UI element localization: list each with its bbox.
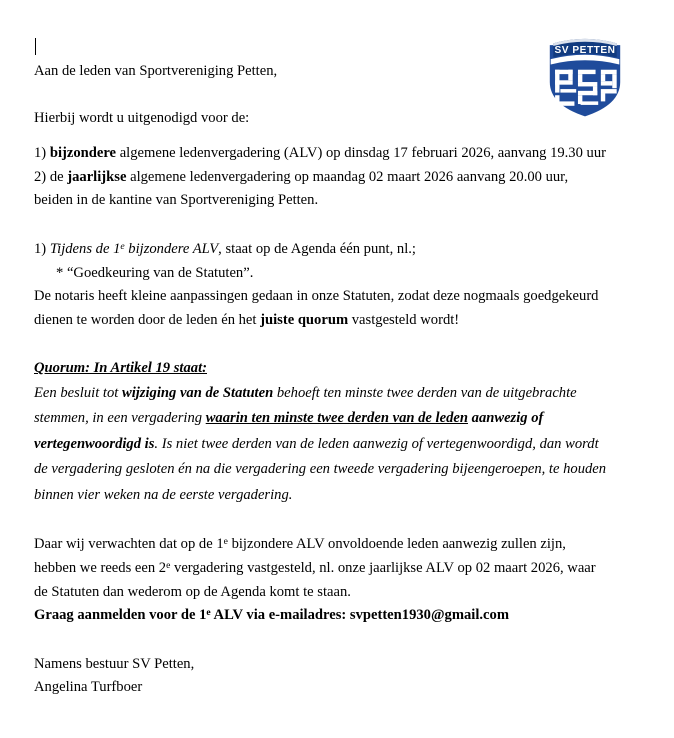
closing-line-2-superscript-e: e xyxy=(166,559,171,571)
spacer xyxy=(34,508,614,533)
invite-item-1 xyxy=(34,142,614,166)
agenda-number: 1) xyxy=(34,240,47,257)
signature-line-1: Namens bestuur SV Petten, xyxy=(34,655,195,672)
signup-a: Graag aanmelden voor de 1 xyxy=(34,607,207,624)
signup-b: ALV via e-mailadres: svpetten1930@gmail.com xyxy=(210,607,509,624)
invites-closing: beiden in de kantine van Sportvereniging Petten. xyxy=(34,192,319,209)
quorum-line-1-a: Een besluit tot xyxy=(34,384,122,401)
notary-line-2-bold: juiste quorum xyxy=(260,311,349,328)
logo-banner-text: SV PETTEN xyxy=(554,45,616,56)
agenda-line xyxy=(34,238,614,262)
agenda-rest: , staat op de Agenda één punt, nl.; xyxy=(218,240,416,257)
invite-2-number: 2) xyxy=(34,168,47,185)
closing-line-1-b: bijzondere ALV onvoldoende leden aanwezig zullen zijn, xyxy=(227,536,566,553)
invite-1-post: algemene ledenvergadering (ALV) op dinsdag 17 februari 2026, aanvang 19.30 uur xyxy=(116,145,607,162)
quorum-heading-text: Quorum: In Artikel 19 staat: xyxy=(34,360,207,377)
spacer xyxy=(34,130,614,142)
invite-2-pre: de xyxy=(46,168,68,185)
invite-1-number: 1) xyxy=(34,145,47,162)
closing-line-1-a: Daar wij verwachten dat op de 1 xyxy=(34,536,224,553)
letter-body xyxy=(34,60,614,700)
quorum-line-1 xyxy=(34,381,614,407)
signature-line-2: Angelina Turfboer xyxy=(34,679,143,696)
notary-line-2-a: dienen te worden door de leden én het xyxy=(34,311,261,328)
agenda-italic-tail: bijzondere ALV xyxy=(124,240,219,257)
quorum-line-4: de vergadering gesloten én na die vergadering een tweede vergadering bijeengeroepen, te houden xyxy=(34,461,607,478)
quorum-line-1-bold: wijziging van de Statuten xyxy=(121,384,274,401)
invite-2-post: algemene ledenvergadering op maandag 02 maart 2026 aanvang 20.00 uur, xyxy=(126,168,569,185)
closing-line-2-b: vergadering vastgesteld, nl. onze jaarlijkse ALV op 02 maart 2026, waar xyxy=(170,560,596,577)
invite-1-bold: bijzondere xyxy=(49,145,117,162)
salutation: Aan de leden van Sportvereniging Petten, xyxy=(34,63,278,79)
quorum-line-3-bold: vertegenwoordigd is xyxy=(34,435,155,452)
closing-line-2-a: hebben we reeds een 2 xyxy=(34,560,167,577)
invite-2-bold: jaarlijkse xyxy=(67,168,127,185)
agenda-italic-lead: Tijdens de 1 xyxy=(49,240,121,257)
quorum-body xyxy=(34,381,614,509)
invite-item-2 xyxy=(34,166,614,190)
quorum-line-3-a: . Is niet twee derden van de leden aanwezig of vertegenwoordigd, dan wordt xyxy=(154,435,599,452)
signup-text xyxy=(34,607,509,623)
quorum-line-2 xyxy=(34,406,614,432)
spacer xyxy=(34,84,614,107)
quorum-line-5: binnen vier weken na de eerste vergadering. xyxy=(34,486,293,503)
spacer xyxy=(34,213,614,238)
agenda-bullet: * “Goedkeuring van de Statuten”. xyxy=(56,264,254,281)
notary-line-1: De notaris heeft kleine aanpassingen gedaan in onze Statuten, zodat deze nogmaals goedgekeurd xyxy=(34,288,599,305)
quorum-line-2-bold-tail: aanwezig of xyxy=(471,410,544,427)
quorum-line-2-underlined: waarin ten minste twee derden van de leden xyxy=(205,410,468,427)
agenda-italic xyxy=(50,241,218,257)
intro-line: Hierbij wordt u uitgenodigd voor de: xyxy=(34,109,250,126)
closing-line-1 xyxy=(34,533,614,557)
text-caret xyxy=(35,38,36,55)
closing-line-3: de Statuten dan wederom op de Agenda komt te staan. xyxy=(34,583,351,600)
quorum-line-1-b: behoeft ten minste twee derden van de uitgebrachte xyxy=(273,384,577,401)
agenda-superscript-e: e xyxy=(120,240,125,252)
closing-line-2 xyxy=(34,557,614,581)
quorum-heading xyxy=(34,357,614,381)
quorum-line-3 xyxy=(34,432,614,458)
quorum-line-2-a: stemmen, in een vergadering xyxy=(34,410,206,427)
spacer xyxy=(34,332,614,357)
signup-superscript-e: e xyxy=(206,607,211,619)
signup-line xyxy=(34,604,614,628)
closing-line-1-superscript-e: e xyxy=(223,536,228,548)
notary-line-2-b: vastgesteld wordt! xyxy=(348,311,460,328)
notary-line-2 xyxy=(34,309,614,333)
spacer xyxy=(34,628,614,653)
